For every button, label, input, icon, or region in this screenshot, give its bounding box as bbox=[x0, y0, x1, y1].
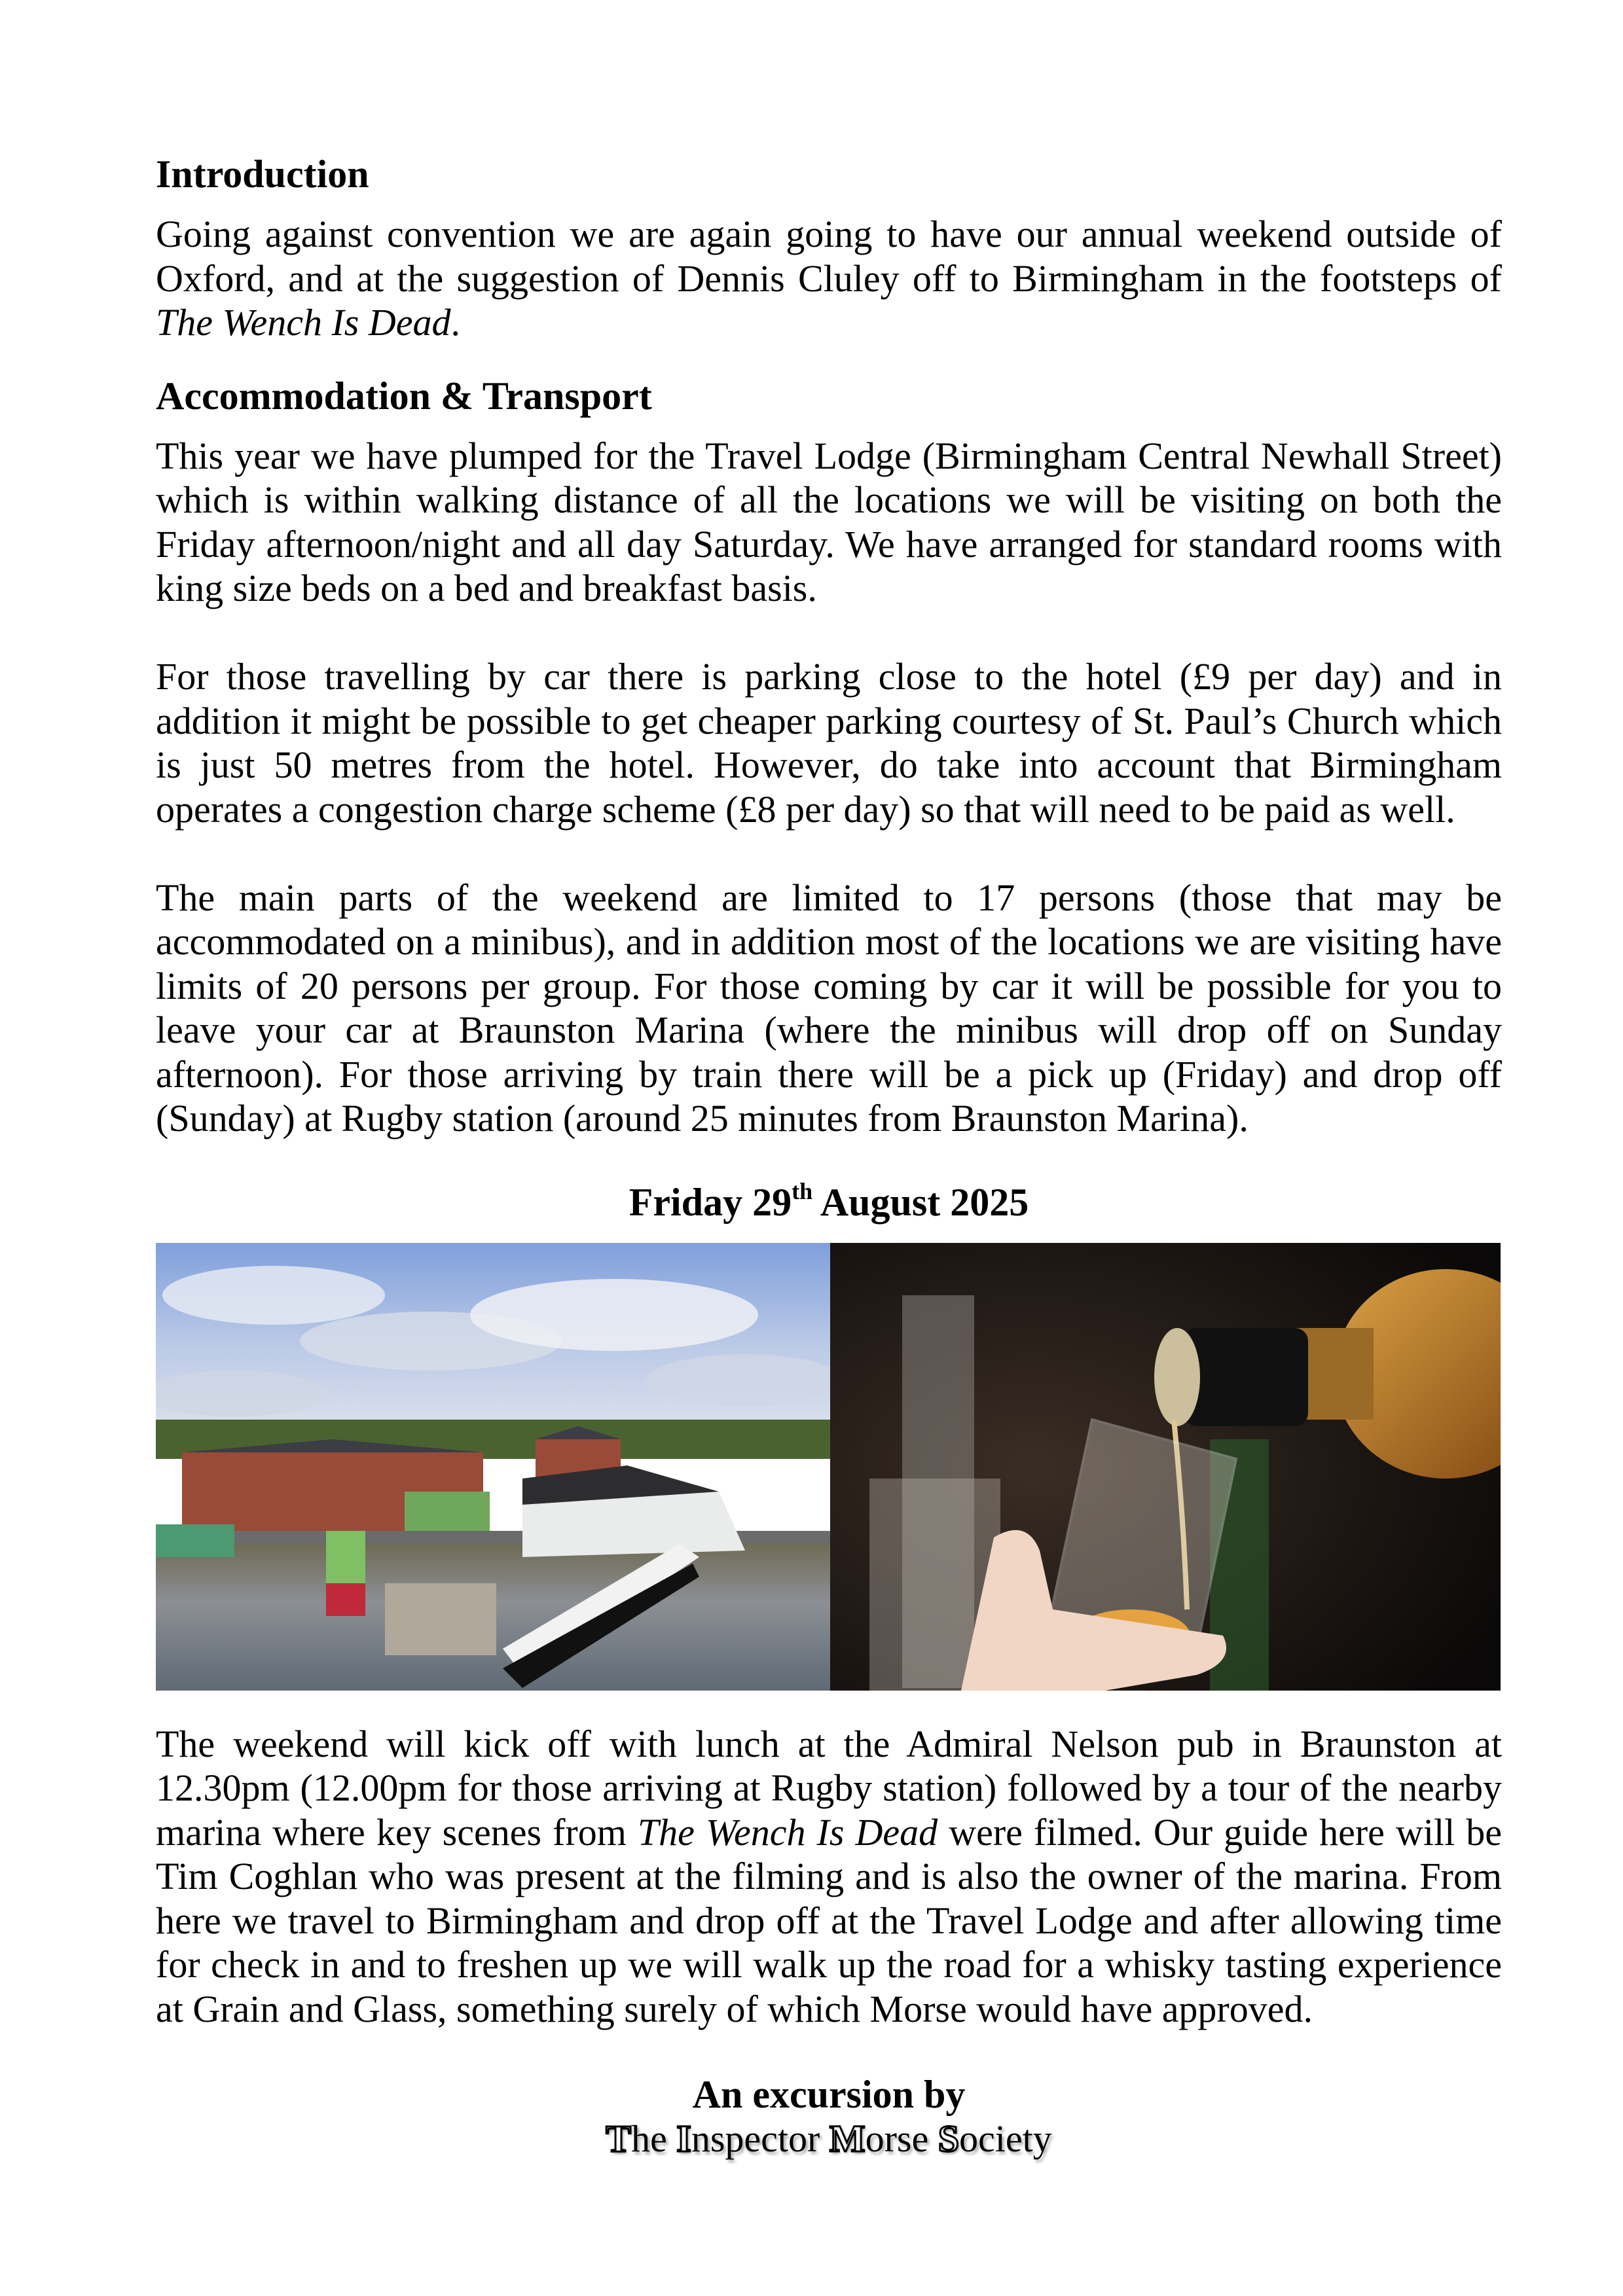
accommodation-paragraph-3: The main parts of the weekend are limited to 17 persons (those that may be accommodated on a minibus), and in addition most of the locations we are visiting have limits of 20 persons per group. For those coming by car it will be possible for you to leave your car at Braunston Marina (where the minibus will drop off on Sunday afternoon). For those arriving by train there will be a pick up (Friday) and drop off (Sunday) at Rugby station (around 25 minutes from Braunston Marina). bbox=[156, 876, 1502, 1139]
paragraph-gap bbox=[156, 611, 1502, 655]
excursion-by-line: An excursion by bbox=[692, 2073, 966, 2116]
society-initial: S bbox=[938, 2117, 959, 2160]
accommodation-paragraph-1: This year we have plumped for the Travel Lodge (Birmingham Central Newhall Street) which is within walking distance of all the locations we will be visiting on both the Friday afternoon/night and all day Saturday. We have arranged for standard rooms with king size beds on a bed and breakfast basis. bbox=[156, 434, 1502, 609]
date-month-year: August 2025 bbox=[820, 1180, 1029, 1224]
introduction-heading: Introduction bbox=[156, 152, 369, 196]
society-initial: T bbox=[606, 2117, 631, 2160]
friday-text: The weekend will kick off with lunch at the Admiral Nelson pub in Braunston at 12.30pm (12.00pm for those arriving at Rugby station) followed by a tour of the nearby marina where key scenes from bbox=[156, 1722, 1502, 1854]
society-word: ociety bbox=[958, 2117, 1052, 2160]
friday-paragraph bbox=[156, 1722, 1502, 2032]
society-name bbox=[156, 2116, 1502, 2162]
friday-date-heading bbox=[156, 1177, 1502, 1225]
society-word: orse bbox=[865, 2117, 938, 2160]
book-title: The Wench Is Dead bbox=[156, 301, 451, 344]
whisky-photo bbox=[830, 1243, 1501, 1691]
date-ordinal: th bbox=[792, 1177, 813, 1204]
intro-text: Going against convention we are again going to have our annual weekend outside of Oxford, and at the suggestion of Dennis Cluley off to Birmingham in the footsteps of bbox=[156, 213, 1502, 300]
accommodation-heading: Accommodation & Transport bbox=[156, 374, 652, 418]
whisky-image-icon bbox=[830, 1243, 1501, 1691]
introduction-paragraph bbox=[156, 212, 1502, 345]
book-title: The Wench Is Dead bbox=[637, 1810, 938, 1854]
paragraph-gap bbox=[156, 831, 1502, 876]
marina-image-icon bbox=[156, 1243, 830, 1691]
document-page bbox=[156, 152, 1502, 2162]
photo-strip bbox=[156, 1243, 1501, 1691]
marina-photo bbox=[156, 1243, 830, 1691]
society-word: he bbox=[630, 2117, 677, 2160]
society-initial: I bbox=[676, 2117, 691, 2160]
friday-text-end: were filmed. Our guide here will be Tim Coghlan who was present at the filming and is also the owner of the marina. From here we travel to Birmingham and drop off at the Travel Lodge and after allowing time for check in and to freshen up we will walk up the road for a whisky tasting experience at Grain and Glass, something surely of which Morse would have approved. bbox=[156, 1810, 1503, 2030]
accommodation-paragraph-2: For those travelling by car there is parking close to the hotel (£9 per day) and in addition it might be possible to get cheaper parking courtesy of St. Paul’s Church which is just 50 metres from the hotel. However, do take into account that Birmingham operates a congestion charge scheme (£8 per day) so that will need to be paid as well. bbox=[156, 655, 1502, 831]
society-word: nspector bbox=[691, 2117, 830, 2160]
intro-text-end: . bbox=[450, 301, 460, 344]
society-initial: M bbox=[829, 2117, 866, 2160]
date-day: Friday 29 bbox=[629, 1180, 792, 1224]
